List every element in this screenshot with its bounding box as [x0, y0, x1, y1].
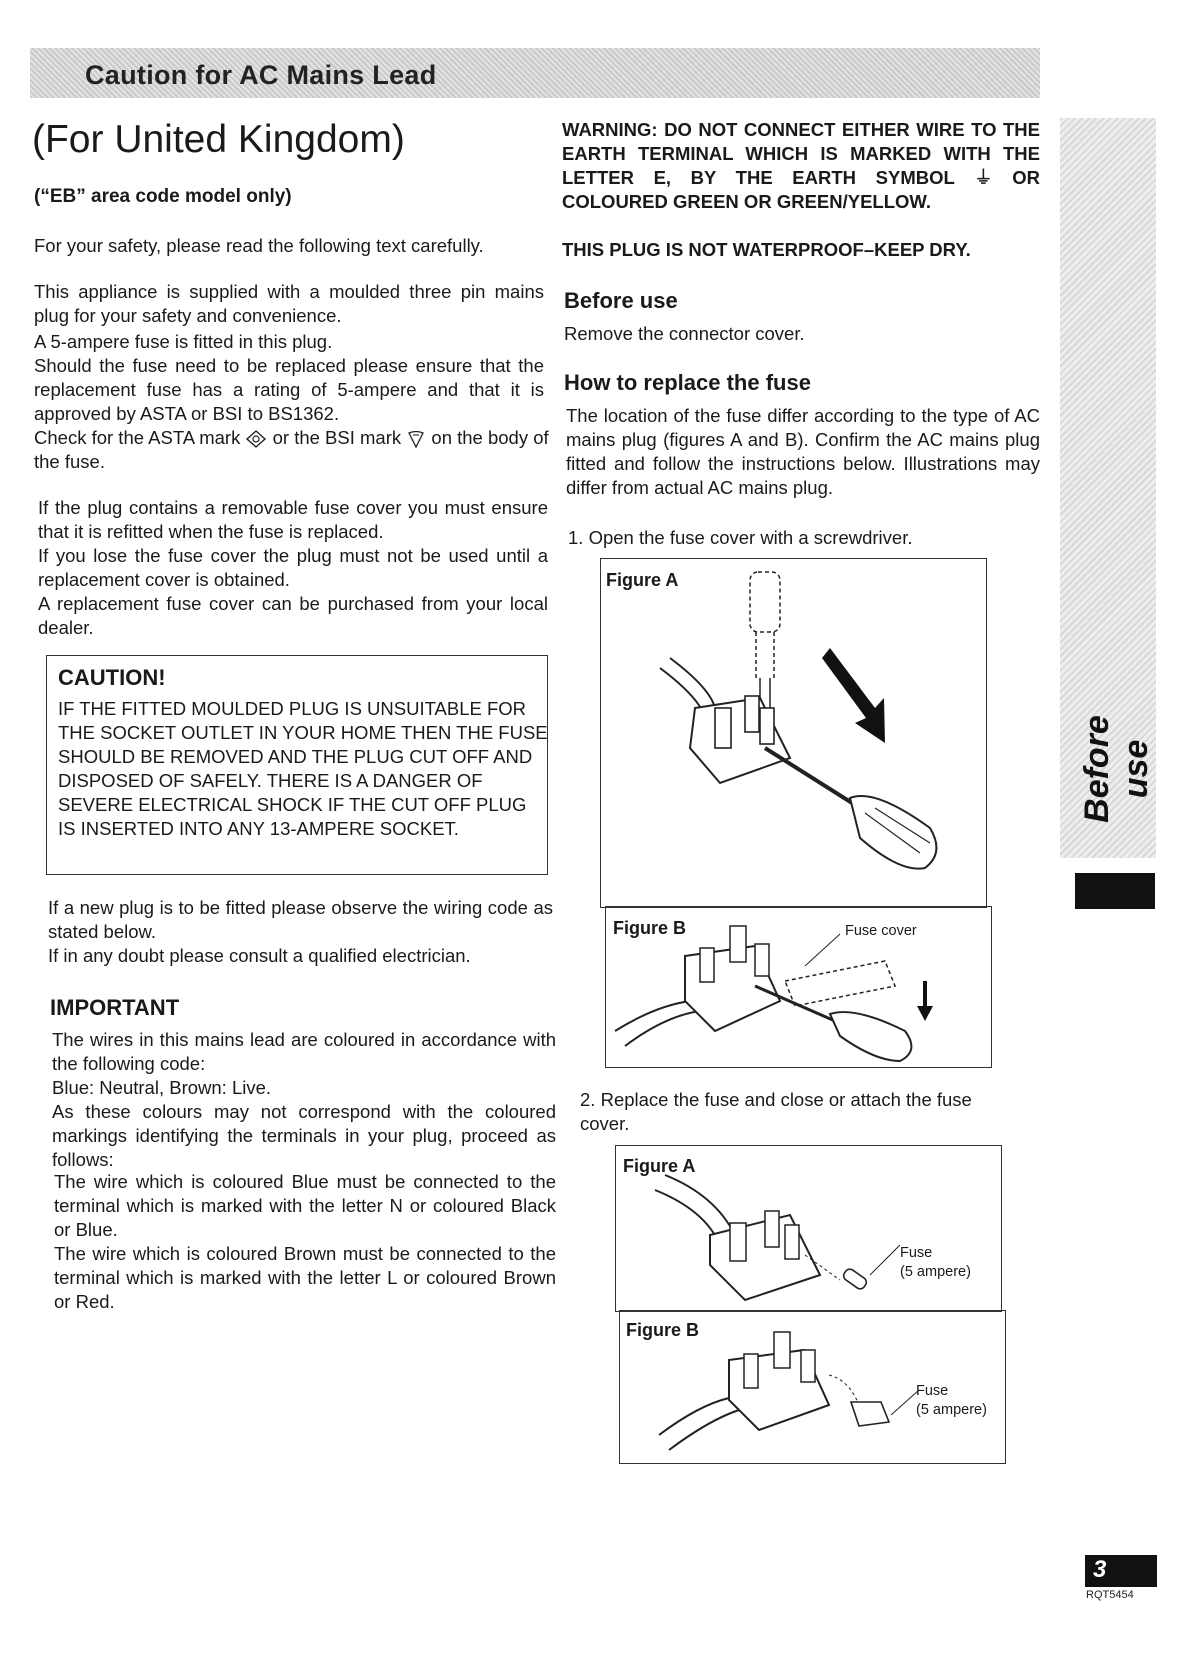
para-replace-rating: Should the fuse need to be replaced please ensure that the replacement fuse has a rating of 5-ampere and that it is approved by ASTA or BSI to BS1362.: [34, 355, 544, 424]
page-number: 3: [1093, 1556, 1107, 1583]
intro-text: For your safety, please read the following text carefully.: [34, 235, 484, 256]
page-title: (For United Kingdom): [32, 118, 405, 161]
step-2: 2. Replace the fuse and close or attach the fuse cover.: [580, 1089, 972, 1134]
document-code: RQT5454: [1086, 1589, 1134, 1601]
para-electrician: If in any doubt please consult a qualified electrician.: [48, 945, 471, 966]
important-line-4: The wire which is coloured Blue must be connected to the terminal which is marked with the letter N or coloured Black or Blue.: [54, 1171, 556, 1240]
fuse-cover-callout: Fuse cover: [845, 923, 917, 939]
para-lose-cover: If you lose the fuse cover the plug must not be used until a replacement cover is obtained.: [38, 545, 548, 590]
bsi-kitemark-icon: [406, 429, 426, 449]
para-fuse-cover: If the plug contains a removable fuse cover you must ensure that it is refitted when the fuse is replaced.: [38, 497, 548, 542]
figure-1a-label: Figure A: [606, 570, 679, 590]
side-tab-label: Before use: [1078, 715, 1155, 823]
earth-symbol-icon: ⏚: [974, 167, 993, 188]
step-1: 1. Open the fuse cover with a screwdriver.: [568, 527, 913, 548]
para-fuse-fitted: A 5-ampere fuse is fitted in this plug.: [34, 331, 333, 352]
important-line-5: The wire which is coloured Brown must be connected to the terminal which is marked with the letter L or coloured Brown or Red.: [54, 1243, 556, 1312]
para-supply: This appliance is supplied with a moulded three pin mains plug for your safety and convenience.: [34, 281, 544, 326]
para-new-plug: If a new plug is to be fitted please observe the wiring code as stated below.: [48, 897, 553, 942]
important-line-3: As these colours may not correspond with the coloured markings identifying the terminals in your plug, proceed as follows:: [52, 1101, 556, 1170]
section-title: Caution for AC Mains Lead: [85, 60, 437, 90]
plug-fuse-cover-illustration: [605, 906, 990, 1066]
para-check-marks: Check for the ASTA mark or the BSI mark on the body of the fuse.: [34, 427, 549, 472]
area-code-note: (“EB” area code model only): [34, 186, 292, 207]
caution-text: IF THE FITTED MOULDED PLUG IS UNSUITABLE FOR THE SOCKET OUTLET IN YOUR HOME THEN THE FUSE SHOULD BE REMOVED AND THE PLUG CUT OFF AND DISPOSED OF SAFELY. THERE IS A DANGER OF SEVERE ELECTRICAL SHOCK IF THE CUT OFF PLUG IS INSERTED INTO ANY 13-AMPERE SOCKET.: [58, 698, 548, 839]
caution-title: CAUTION!: [58, 665, 166, 690]
replace-fuse-heading: How to replace the fuse: [564, 370, 811, 395]
figure-2a-label: Figure A: [623, 1156, 696, 1176]
side-tab-marker: [1075, 873, 1155, 909]
asta-mark-icon: [245, 430, 267, 448]
plug-fuse-b-illustration: [619, 1310, 1004, 1462]
important-line-2: Blue: Neutral, Brown: Live.: [52, 1077, 272, 1098]
important-heading: IMPORTANT: [50, 995, 180, 1020]
before-use-heading: Before use: [564, 288, 678, 313]
plug-fuse-a-illustration: [615, 1145, 1000, 1310]
fuse-callout-2a: Fuse (5 ampere): [900, 1245, 971, 1280]
fuse-callout-2b: Fuse (5 ampere): [916, 1383, 987, 1418]
figure-1b-label: Figure B: [613, 918, 687, 938]
important-line-1: The wires in this mains lead are coloured in accordance with the following code:: [52, 1029, 556, 1074]
before-use-text: Remove the connector cover.: [564, 323, 805, 344]
waterproof-warning: THIS PLUG IS NOT WATERPROOF–KEEP DRY.: [562, 239, 971, 260]
replace-fuse-text: The location of the fuse differ according to the type of AC mains plug (figures A and B). Confirm the AC mains plug fitted and follow the instructions below. Illustrations may differ from actual AC mains plug.: [566, 405, 1040, 498]
warning-earth: WARNING: DO NOT CONNECT EITHER WIRE TO THE EARTH TERMINAL WHICH IS MARKED WITH THE LETTER E, BY THE EARTH SYMBOL ⏚ OR COLOURED GREEN OR GREEN/YELLOW.: [562, 119, 1041, 212]
plug-screwdriver-illustration: [600, 558, 985, 906]
para-replacement-cover: A replacement fuse cover can be purchased from your local dealer.: [38, 593, 548, 638]
figure-2b-label: Figure B: [626, 1320, 700, 1340]
